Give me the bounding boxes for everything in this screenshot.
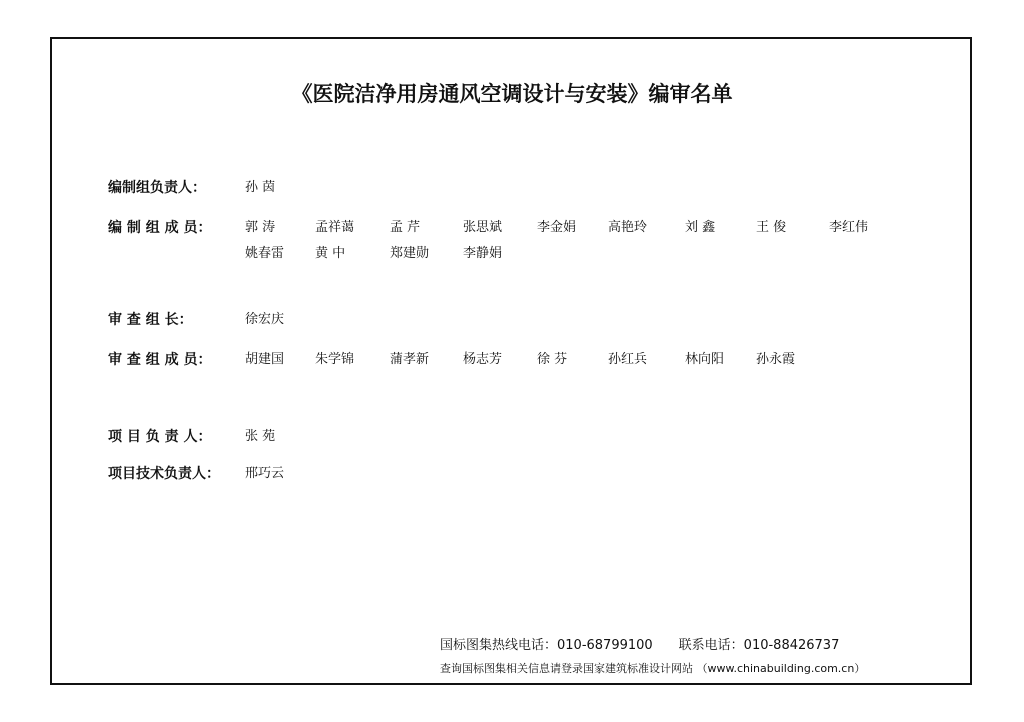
website-text: 查询国标图集相关信息请登录国家建筑标准设计网站 （www.chinabuilding.com.cn） <box>440 662 866 675</box>
editor-member-name: 李红伟 <box>829 220 869 235</box>
editor-member-name: 孟祥蔼 <box>315 220 355 235</box>
editor-members-label: 编 制 组 成 员： <box>108 220 212 236</box>
review-member-name: 孙永霞 <box>756 352 796 367</box>
tech-leader-name: 邢巧云 <box>245 466 285 481</box>
review-member-name: 徐 芬 <box>537 352 568 367</box>
editor-member-name: 郑建勋 <box>390 246 430 261</box>
editor-member-name: 刘 鑫 <box>685 220 716 235</box>
editor-member-name: 郭 涛 <box>245 220 276 235</box>
review-leader-label: 审 查 组 长： <box>108 312 193 328</box>
project-leader-name: 张 苑 <box>245 429 276 444</box>
review-member-name: 孙红兵 <box>608 352 648 367</box>
review-leader-name: 徐宏庆 <box>245 312 285 327</box>
editor-leader-name: 孙 茵 <box>245 180 276 195</box>
editor-member-name: 黄 中 <box>315 246 346 261</box>
editor-member-name: 孟 芹 <box>390 220 421 235</box>
editor-member-name: 李金娟 <box>537 220 577 235</box>
page-title: 《医院洁净用房通风空调设计与安装》编审名单 <box>291 82 733 106</box>
review-member-name: 胡建国 <box>245 352 285 367</box>
editor-member-name: 高艳玲 <box>608 220 648 235</box>
review-member-name: 蒲孝新 <box>390 352 430 367</box>
editor-member-name: 王 俊 <box>756 220 787 235</box>
review-member-name: 杨志芳 <box>463 352 503 367</box>
hotline-text: 国标图集热线电话：010-68799100 联系电话：010-88426737 <box>440 638 840 653</box>
editor-member-name: 张思斌 <box>463 220 503 235</box>
editor-leader-label: 编制组负责人： <box>108 180 206 196</box>
review-members-label: 审 查 组 成 员： <box>108 352 212 368</box>
tech-leader-label: 项目技术负责人： <box>108 466 220 482</box>
editor-member-name: 姚春雷 <box>245 246 285 261</box>
review-member-name: 林向阳 <box>685 352 725 367</box>
review-member-name: 朱学锦 <box>315 352 355 367</box>
editor-member-name: 李静娟 <box>463 246 503 261</box>
project-leader-label: 项 目 负 责 人： <box>108 429 212 445</box>
